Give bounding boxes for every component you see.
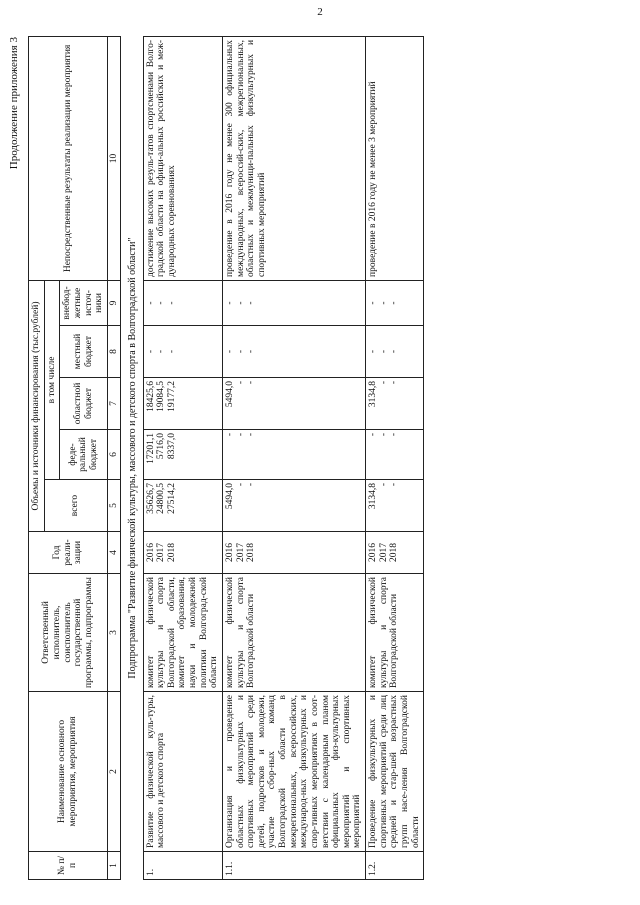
- table-row: [222, 36, 365, 879]
- row-local-value: -: [235, 349, 246, 354]
- row-extra: [222, 280, 365, 325]
- row-number: 1.1.: [222, 852, 365, 880]
- header-year: Год реали-зации: [29, 532, 108, 574]
- row-extra: [143, 280, 222, 325]
- row-total-value: -: [235, 483, 246, 487]
- row-regional-value: -: [235, 381, 246, 385]
- row-years: [366, 532, 424, 574]
- header-total: всего: [44, 480, 107, 532]
- subprogram-row: [121, 36, 143, 879]
- row-total-value: 24800,5: [156, 483, 167, 514]
- row-extra-value: -: [166, 301, 177, 305]
- subprogram-title: Подпрограмма "Развитие физической культуры, массового и детского спорта в Волгоградской области": [121, 36, 143, 879]
- row-federal-value: -: [378, 433, 389, 437]
- header-funding: Объемы и источники финансирования (тыс.рублей): [29, 280, 45, 531]
- header-including: в том числе: [44, 280, 60, 479]
- table-row: [143, 36, 222, 879]
- row-number: 1.: [143, 852, 222, 880]
- row-local-value: -: [224, 349, 235, 354]
- header-extra: внебюд-жетные источ-ники: [60, 280, 108, 325]
- col-number: 10: [107, 36, 121, 280]
- col-number: 7: [107, 378, 121, 430]
- row-federal: [143, 430, 222, 480]
- row-federal-value: -: [368, 433, 379, 437]
- header-regional: областной бюджет: [60, 378, 108, 430]
- row-regional-value: 19177,2: [166, 381, 177, 412]
- row-total-value: -: [246, 483, 257, 487]
- row-total: [366, 480, 424, 532]
- row-local-value: -: [389, 349, 400, 354]
- row-federal-value: -: [224, 433, 235, 437]
- row-regional-value: 19084,5: [156, 381, 167, 412]
- row-executor: комитет физической культуры и спорта Волгоградской области: [366, 574, 424, 692]
- row-extra-value: -: [145, 301, 156, 305]
- header-row-1: [29, 36, 45, 879]
- row-local-value: -: [145, 349, 156, 354]
- row-local-value: -: [368, 349, 379, 354]
- row-extra-value: -: [224, 301, 235, 305]
- row-extra-value: -: [156, 301, 167, 305]
- row-total-value: 27514,2: [166, 483, 177, 514]
- row-number: 1.2.: [366, 852, 424, 880]
- row-total-value: 3134,8: [368, 483, 379, 510]
- table-row: [366, 36, 424, 879]
- row-extra-value: -: [246, 301, 257, 305]
- row-extra-value: -: [235, 301, 246, 305]
- col-number: 2: [107, 692, 121, 852]
- row-total: [222, 480, 365, 532]
- row-federal: [366, 430, 424, 480]
- page-number: 2: [317, 6, 323, 18]
- program-table: [28, 36, 424, 880]
- row-years: [222, 532, 365, 574]
- row-result: достижение высоких резуль-татов спортсменами Волго-градской области на офици-альных российских и меж-дународных соревнованиях: [143, 36, 222, 280]
- row-years-value: 2018: [246, 543, 257, 562]
- row-federal-value: 5716,0: [156, 433, 167, 460]
- header-name: Наименование основного мероприятия, мероприятия: [29, 692, 108, 852]
- row-years-value: 2016: [224, 543, 235, 562]
- col-number: 8: [107, 326, 121, 378]
- row-extra: [366, 280, 424, 325]
- row-total-value: 35626,7: [145, 483, 156, 514]
- row-extra-value: -: [368, 301, 379, 305]
- row-regional-value: 5494,0: [224, 381, 235, 408]
- row-executor: комитет физической культуры и спорта Волгоградской области, комитет образования, науки и молодежной политики Волгоград-ской области: [143, 574, 222, 692]
- row-regional: [222, 378, 365, 430]
- row-regional-value: -: [246, 381, 257, 385]
- row-name: Организация и проведение областных физкультурных и спортивных мероприятий среди детей, подростков и молодежи, участие сбор-ных команд Волгоградской области в межрегиональных, всероссийских, международ-ных физкультурных и спор-тивных мероприятиях в соот-ветствии с календарным планом официальных физ-культурных мероприятий и спортивных мероприятий: [222, 692, 365, 852]
- col-number: 4: [107, 532, 121, 574]
- row-local: [143, 326, 222, 378]
- row-extra-value: -: [378, 301, 389, 305]
- row-executor: комитет физической культуры и спорта Волгоградской области: [222, 574, 365, 692]
- col-number: 9: [107, 280, 121, 325]
- col-number: 6: [107, 430, 121, 480]
- row-local-value: -: [156, 349, 167, 354]
- row-federal: [222, 430, 365, 480]
- row-total-value: 5494,0: [224, 483, 235, 510]
- row-local-value: -: [378, 349, 389, 354]
- row-total: [143, 480, 222, 532]
- header-federal: феде-ральный бюджет: [60, 430, 108, 480]
- col-number: 5: [107, 480, 121, 532]
- row-federal-value: -: [235, 433, 246, 437]
- row-local: [366, 326, 424, 378]
- row-years: [143, 532, 222, 574]
- row-result: проведение в 2016 году не менее 300 официальных международных, всероссий-ских, межрегиональных, областных и межмуници-пальных физкультурных и спортивных мероприятий: [222, 36, 365, 280]
- row-years-value: 2017: [156, 543, 167, 562]
- row-federal-value: -: [246, 433, 257, 437]
- col-number: 1: [107, 852, 121, 880]
- row-regional-value: 18425,6: [145, 381, 156, 412]
- row-years-value: 2016: [145, 543, 156, 562]
- column-numbers-row: [107, 36, 121, 879]
- header-num: № п/п: [29, 852, 108, 880]
- row-extra-value: -: [389, 301, 400, 305]
- row-total-value: -: [389, 483, 400, 487]
- row-result: проведение в 2016 году не менее 3 мероприятий: [366, 36, 424, 280]
- row-local-value: -: [166, 349, 177, 354]
- header-local: местный бюджет: [60, 326, 108, 378]
- header-executor: Ответственный исполнитель, соисполнитель государственной программы, подпрограммы: [29, 574, 108, 692]
- continuation-note: Продолжение приложения 3: [8, 37, 20, 170]
- row-local: [222, 326, 365, 378]
- row-regional: [143, 378, 222, 430]
- row-years-value: 2016: [368, 543, 379, 562]
- col-number: 3: [107, 574, 121, 692]
- row-years-value: 2018: [389, 543, 400, 562]
- header-result: Непосредственные результаты реализации мероприятия: [29, 36, 108, 280]
- row-years-value: 2017: [235, 543, 246, 562]
- row-total-value: -: [378, 483, 389, 487]
- row-years-value: 2018: [166, 543, 177, 562]
- row-years-value: 2017: [378, 543, 389, 562]
- row-federal-value: -: [389, 433, 400, 437]
- row-regional-value: 3134,8: [368, 381, 379, 408]
- row-federal-value: 17201,1: [145, 433, 156, 464]
- row-federal-value: 8337,0: [166, 433, 177, 460]
- row-local-value: -: [246, 349, 257, 354]
- row-name: Развитие физической куль-туры, массового и детского спорта: [143, 692, 222, 852]
- row-name: Проведение физкультурных и спортивных мероприятий среди лиц средней и стар-шей возрастных групп насе-ления Волгоградской области: [366, 692, 424, 852]
- row-regional-value: -: [378, 381, 389, 385]
- row-regional: [366, 378, 424, 430]
- row-regional-value: -: [389, 381, 400, 385]
